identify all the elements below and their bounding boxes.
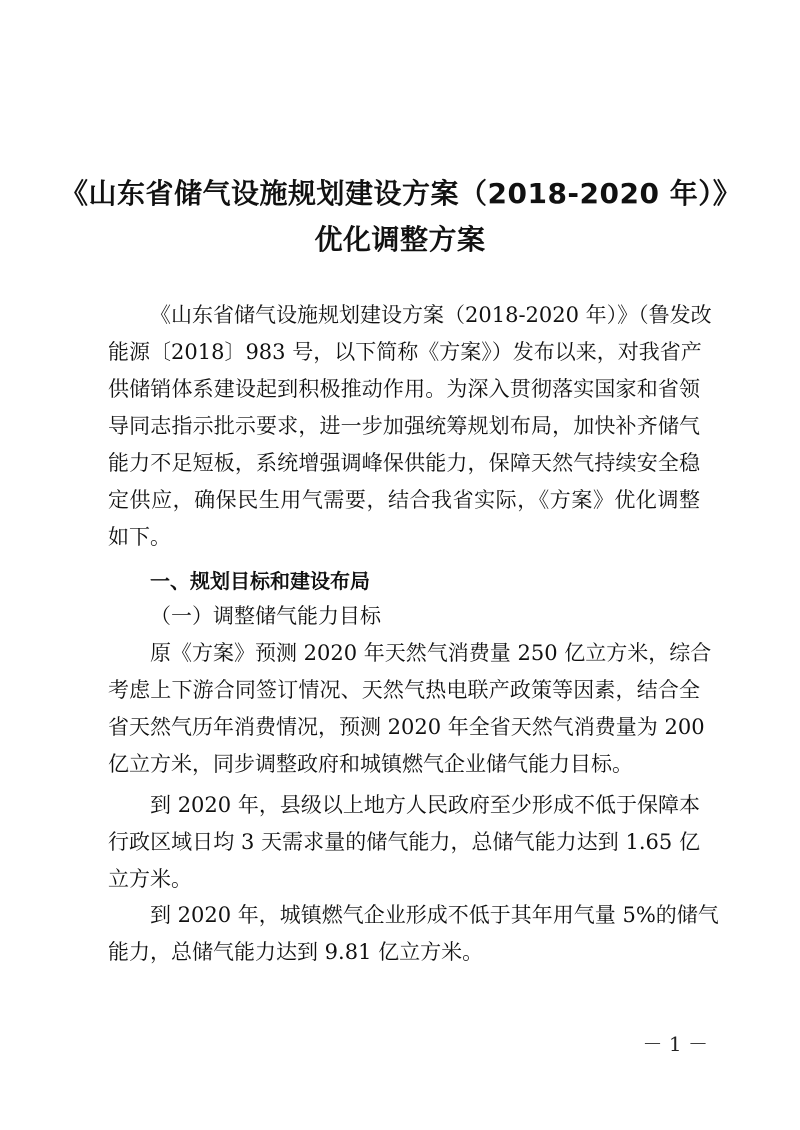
paragraph-line: 供储销体系建设起到积极推动作用。为深入贯彻落实国家和省领: [108, 377, 700, 401]
section-heading: 一、规划目标和建设布局: [150, 569, 370, 593]
paragraph-line: 定供应，确保民生用气需要，结合我省实际，《方案》优化调整: [108, 488, 700, 512]
page-number: － 1 －: [642, 1032, 708, 1056]
subsection-heading: （一）调整储气能力目标: [150, 604, 381, 628]
paragraph-line: 《山东省储气设施规划建设方案（2018-2020 年）》（鲁发改: [150, 303, 712, 327]
paragraph-line: 亿立方米，同步调整政府和城镇燃气企业储气能力目标。: [108, 752, 633, 776]
paragraph-line: 到 2020 年，城镇燃气企业形成不低于其年用气量 5%的储气: [150, 903, 719, 927]
paragraph-line: 立方米。: [108, 867, 192, 891]
paragraph-line: 能力，总储气能力达到 9.81 亿立方米。: [108, 940, 484, 964]
paragraph-line: 导同志指示批示要求，进一步加强统筹规划布局，加快补齐储气: [108, 414, 700, 438]
paragraph-line: 能力不足短板，系统增强调峰保供能力，保障天然气持续安全稳: [108, 451, 700, 475]
paragraph-line: 考虑上下游合同签订情况、天然气热电联产政策等因素，结合全: [108, 678, 700, 702]
document-title-line-1: 《山东省储气设施规划建设方案（2018-2020 年）》: [60, 177, 742, 210]
paragraph-line: 行政区域日均 3 天需求量的储气能力，总储气能力达到 1.65 亿: [108, 830, 700, 854]
paragraph-line: 能源〔2018〕983 号，以下简称《方案》）发布以来，对我省产: [108, 340, 702, 364]
paragraph-line: 如下。: [108, 525, 171, 549]
document-title-line-2: 优化调整方案: [314, 223, 486, 256]
paragraph-line: 省天然气历年消费情况，预测 2020 年全省天然气消费量为 200: [108, 715, 705, 739]
paragraph-line: 原《方案》预测 2020 年天然气消费量 250 亿立方米，综合: [150, 641, 712, 665]
paragraph-line: 到 2020 年，县级以上地方人民政府至少形成不低于保障本: [150, 793, 700, 817]
